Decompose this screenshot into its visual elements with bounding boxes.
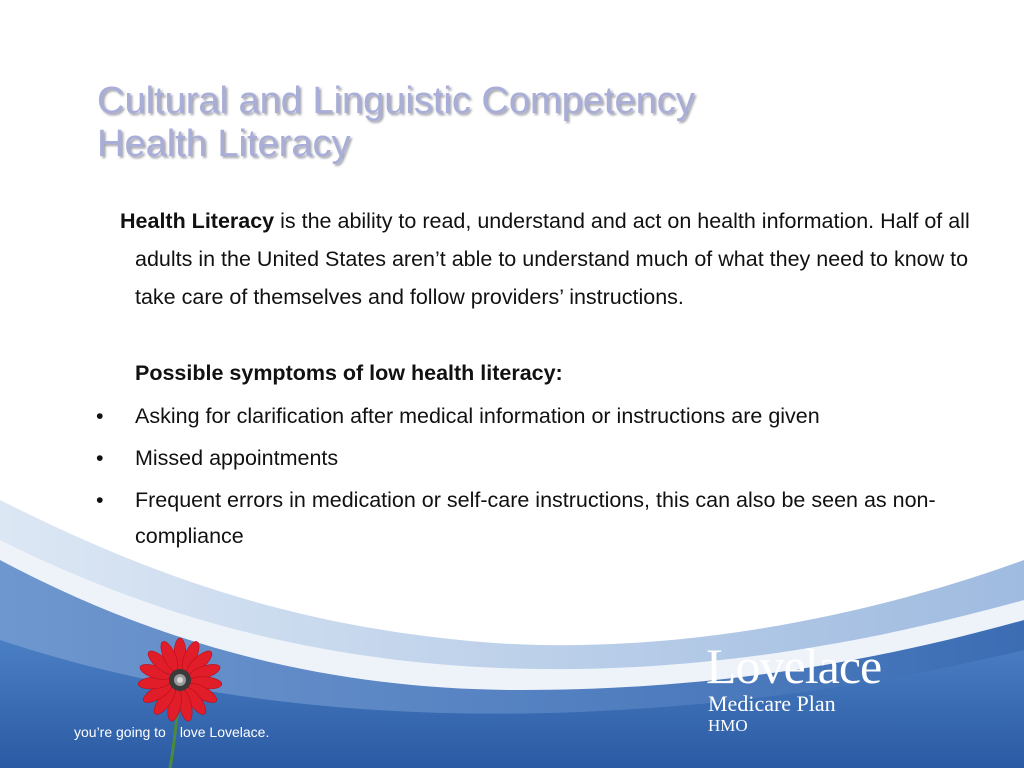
list-item-text: Frequent errors in medication or self-care instructions, this can also be seen as non-compliance bbox=[135, 488, 936, 548]
list-item bbox=[96, 482, 976, 554]
intro-definition: is the ability to read, understand and act on health information. Half of all adults in the United States aren’t able to understand much of what they need to know to take care of themselves and follow providers’ instructions. bbox=[135, 209, 970, 309]
logo-brand: Lovelace bbox=[706, 638, 882, 694]
lovelace-logo bbox=[706, 640, 881, 736]
tagline bbox=[74, 724, 269, 740]
bullet-icon: • bbox=[96, 446, 104, 470]
tagline-part-2: love Lovelace. bbox=[179, 724, 270, 740]
intro-paragraph bbox=[96, 202, 976, 316]
symptoms-heading: Possible symptoms of low health literacy: bbox=[135, 361, 563, 385]
bullet-icon: • bbox=[96, 404, 104, 428]
logo-plan-type: HMO bbox=[708, 716, 748, 735]
bullet-icon: • bbox=[96, 488, 104, 512]
tagline-part-1: you’re going to bbox=[74, 724, 166, 740]
red-gerbera-flower-icon bbox=[130, 636, 230, 768]
intro-term: Health Literacy bbox=[120, 209, 275, 233]
list-item bbox=[96, 398, 976, 434]
list-item-text: Missed appointments bbox=[135, 446, 339, 470]
slide-body bbox=[96, 202, 976, 560]
title-line-1: Cultural and Linguistic Competency bbox=[97, 80, 695, 122]
logo-plan-name: Medicare Plan bbox=[708, 691, 836, 716]
list-item bbox=[96, 440, 976, 476]
list-item-text: Asking for clarification after medical information or instructions are given bbox=[135, 404, 820, 428]
symptoms-list bbox=[96, 398, 976, 554]
title-line-2: Health Literacy bbox=[97, 123, 351, 165]
slide-title bbox=[97, 80, 897, 166]
